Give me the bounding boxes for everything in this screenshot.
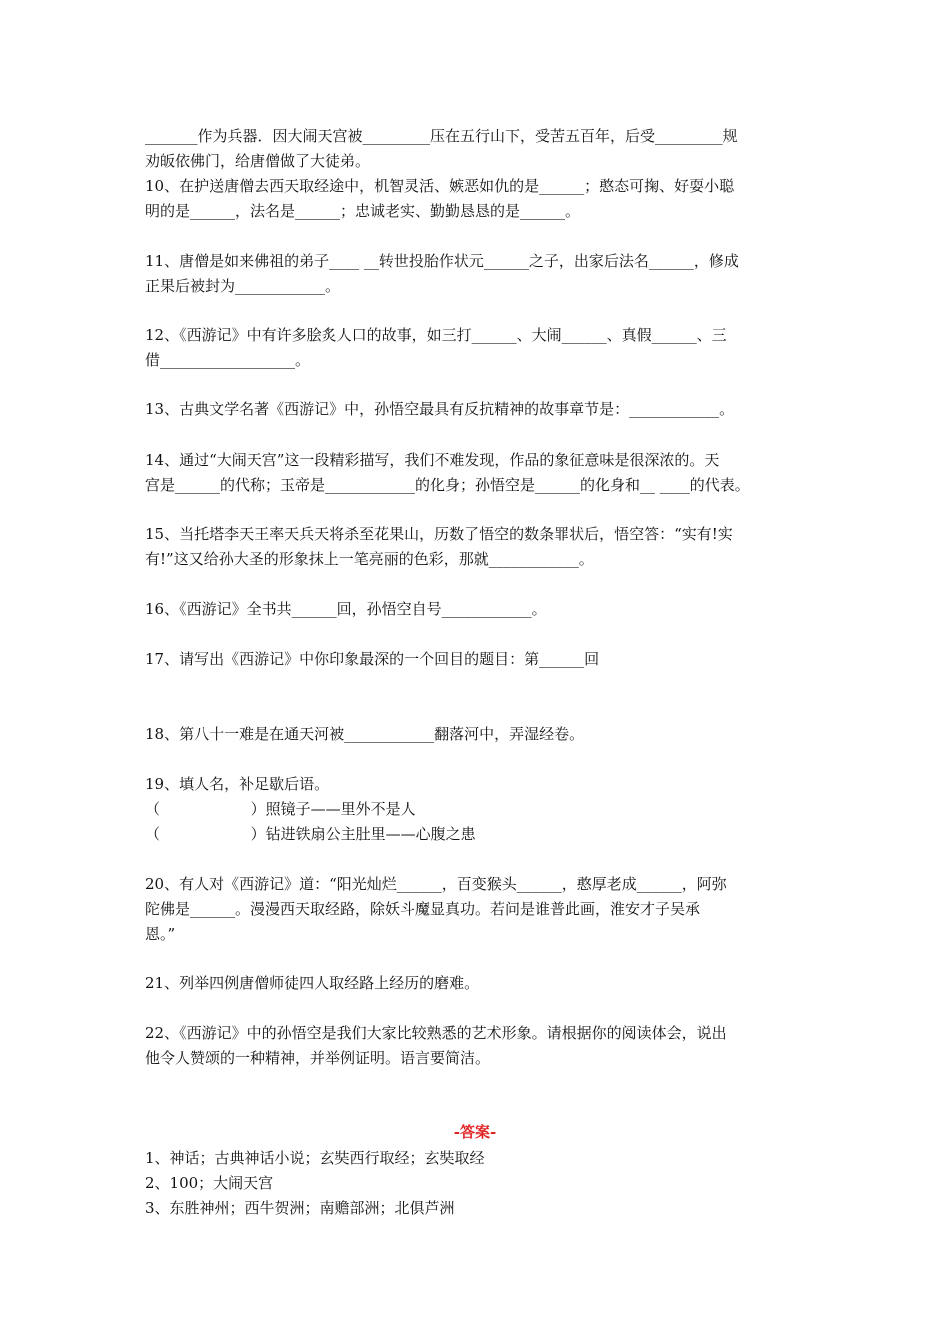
question-line: 16、《西游记》全书共______回，孙悟空自号____________。 bbox=[145, 600, 547, 618]
question-line: 10、在护送唐僧去西天取经途中，机智灵活、嫉恶如仇的是______；憨态可掬、好耍小聪 bbox=[145, 177, 735, 195]
question-line: 劝皈依佛门，给唐僧做了大徒弟。 bbox=[145, 152, 371, 170]
question-19 bbox=[145, 772, 810, 847]
question-15 bbox=[145, 522, 810, 572]
question-line: 18、第八十一难是在通天河被____________翻落河中，弄湿经卷。 bbox=[145, 725, 585, 743]
question-line: 正果后被封为____________。 bbox=[145, 277, 341, 295]
question-line: 陀佛是______。漫漫西天取经路，除妖斗魔显真功。若问是谁普此画，淮安才子吴承 bbox=[145, 900, 701, 918]
question-11 bbox=[145, 249, 810, 299]
question-line: 11、唐僧是如来佛祖的弟子____ __转世投胎作状元______之子，出家后法名______，修成 bbox=[145, 252, 739, 270]
question-line: 21、列举四例唐僧师徒四人取经路上经历的磨难。 bbox=[145, 974, 480, 992]
question-line: 恩。” bbox=[145, 925, 176, 943]
question-10 bbox=[145, 174, 810, 224]
answer-item: 2、100；大闹天宫 bbox=[145, 1174, 274, 1192]
question-line: （ ）照镜子——里外不是人 bbox=[145, 800, 416, 818]
question-line: 15、当托塔李天王率天兵天将杀至花果山，历数了悟空的数条罪状后，悟空答：“实有!实 bbox=[145, 525, 733, 543]
question-17 bbox=[145, 647, 810, 672]
question-13 bbox=[145, 397, 810, 422]
question-line: 13、古典文学名著《西游记》中，孙悟空最具有反抗精神的故事章节是：____________。 bbox=[145, 400, 735, 418]
question-line: 14、通过“大闹天宫”这一段精彩描写，我们不难发现，作品的象征意味是很深浓的。天 bbox=[145, 451, 720, 469]
question-22 bbox=[145, 1021, 810, 1071]
answer-item: 3、东胜神州；西牛贺洲；南赡部洲；北俱芦洲 bbox=[145, 1199, 455, 1217]
question-line: （ ）钻进铁扇公主肚里——心腹之患 bbox=[145, 825, 476, 843]
question-9-continuation bbox=[145, 124, 810, 174]
answers-list bbox=[145, 1146, 810, 1221]
question-line: 20、有人对《西游记》道：“阳光灿烂______，百变猴头______，憨厚老成______，阿弥 bbox=[145, 875, 727, 893]
question-21 bbox=[145, 971, 810, 996]
question-line: 17、请写出《西游记》中你印象最深的一个回目的题目：第______回 bbox=[145, 650, 600, 668]
question-line: 他令人赞颂的一种精神，并举例证明。语言要简洁。 bbox=[145, 1049, 491, 1067]
question-line: 明的是______，法名是______；忠诚老实、勤勤恳恳的是______。 bbox=[145, 202, 581, 220]
question-line: _______作为兵器．因大闹天宫被_________压在五行山下，受苦五百年，后受_________规 bbox=[145, 127, 738, 145]
question-line: 有!”这又给孙大圣的形象抹上一笔亮丽的色彩，那就____________。 bbox=[145, 550, 594, 568]
question-line: 12、《西游记》中有许多脍炙人口的故事，如三打______、大闹______、真假______、三 bbox=[145, 326, 727, 344]
question-line: 借__________________。 bbox=[145, 351, 311, 369]
question-20 bbox=[145, 872, 810, 947]
answer-item: 1、神话；古典神话小说；玄奘西行取经；玄奘取经 bbox=[145, 1149, 485, 1167]
question-line: 19、填人名，补足歇后语。 bbox=[145, 775, 330, 793]
question-14 bbox=[145, 448, 810, 498]
question-12 bbox=[145, 323, 810, 373]
answers-heading: -答案- bbox=[453, 1123, 497, 1141]
question-18 bbox=[145, 722, 810, 747]
question-line: 宫是______的代称；玉帝是____________的化身；孙悟空是______的化身和__ ____的代表。 bbox=[145, 476, 750, 494]
question-line: 22、《西游记》中的孙悟空是我们大家比较熟悉的艺术形象。请根据你的阅读体会，说出 bbox=[145, 1024, 727, 1042]
question-16 bbox=[145, 597, 810, 622]
